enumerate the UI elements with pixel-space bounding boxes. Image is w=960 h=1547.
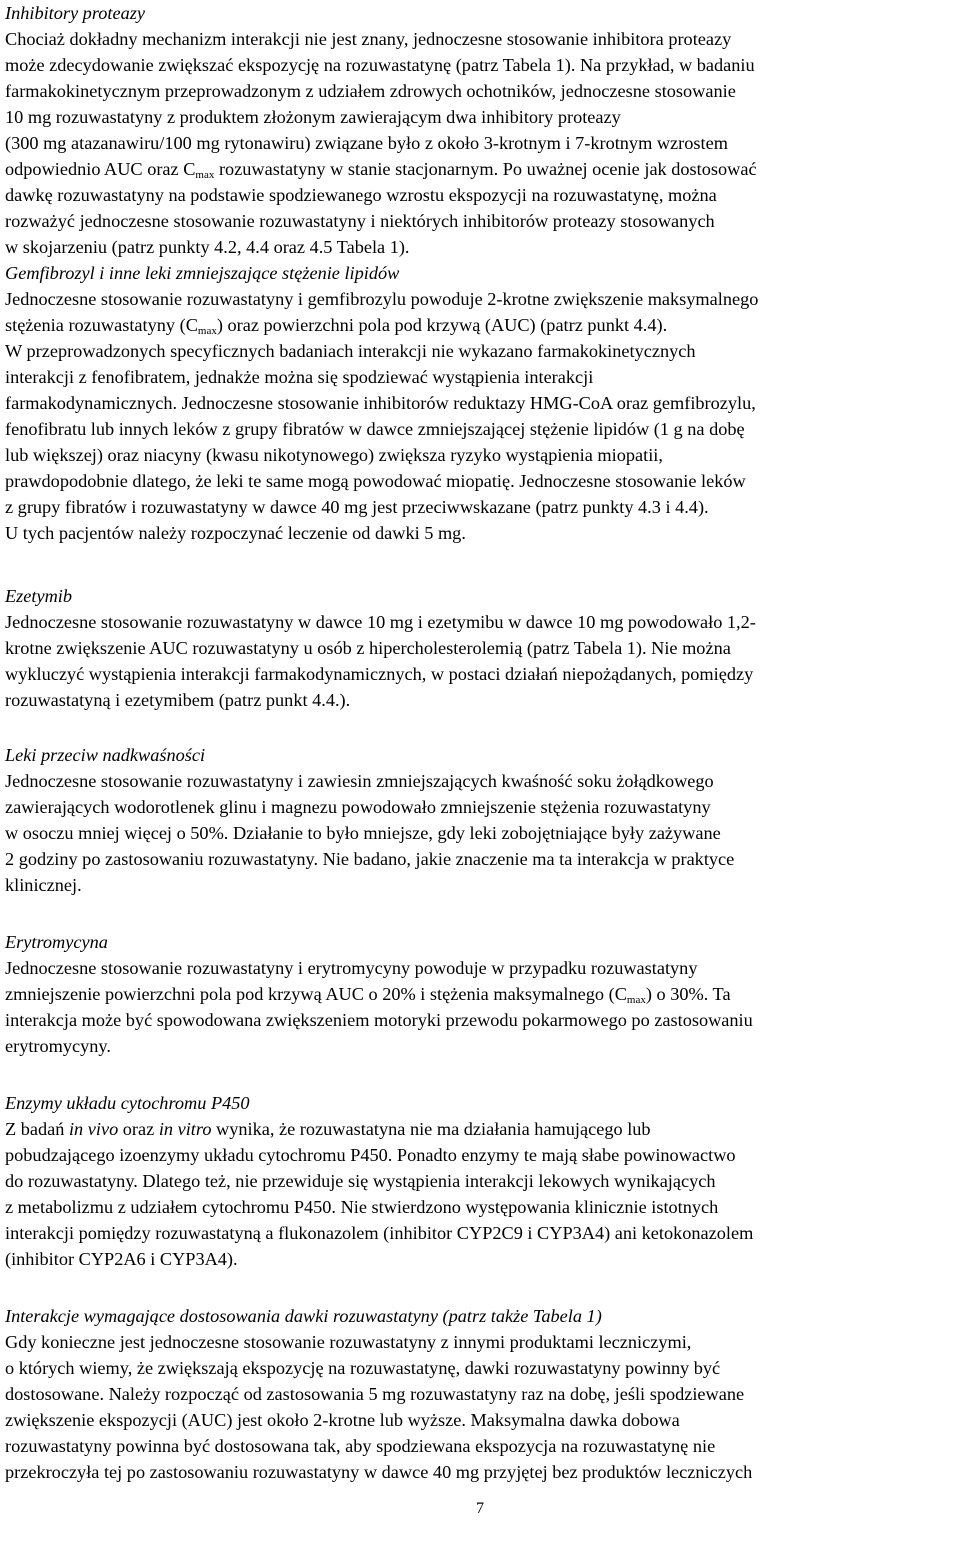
paragraph-line: wykluczyć wystąpienia interakcji farmakodynamicznych, w postaci działań niepożądanych, pomiędzy bbox=[5, 664, 754, 684]
text-run: zmniejszenie powierzchni pola pod krzywą AUC o 20% i stężenia maksymalnego (C bbox=[5, 984, 627, 1004]
paragraph-line: (300 mg atazanawiru/100 mg rytonawiru) związane było z około 3-krotnym i 7-krotnym wzrostem bbox=[5, 133, 728, 153]
text-run: ) o 30%. Ta bbox=[645, 984, 731, 1004]
paragraph-line: w osoczu mniej więcej o 50%. Działanie to było mniejsze, gdy leki zobojętniające były zażywane bbox=[5, 823, 721, 843]
subscript-max: max bbox=[195, 169, 215, 181]
paragraph-line: klinicznej. bbox=[5, 875, 82, 895]
paragraph-line: Gdy konieczne jest jednoczesne stosowanie rozuwastatyny z innymi produktami leczniczymi, bbox=[5, 1332, 692, 1352]
page-number: 7 bbox=[476, 1500, 484, 1517]
paragraph-line: Jednoczesne stosowanie rozuwastatyny i erytromycyny powoduje w przypadku rozuwastatyny bbox=[5, 958, 698, 978]
paragraph-line bbox=[5, 313, 667, 339]
paragraph-line: W przeprowadzonych specyficznych badaniach interakcji nie wykazano farmakokinetycznych bbox=[5, 341, 696, 361]
paragraph-line: interakcji z fenofibratem, jednakże można się spodziewać wystąpienia interakcji bbox=[5, 367, 594, 387]
paragraph-line: rozuwastatyną i ezetymibem (patrz punkt 4.4.). bbox=[5, 690, 351, 710]
text-run: odpowiednio AUC oraz C bbox=[5, 159, 196, 179]
paragraph-line: lub większej) oraz niacyny (kwasu nikotynowego) zwiększa ryzyko wystąpienia miopatii, bbox=[5, 445, 663, 465]
paragraph-line: interakcji pomiędzy rozuwastatyną a flukonazolem (inhibitor CYP2C9 i CYP3A4) ani ketokonazolem bbox=[5, 1223, 754, 1243]
paragraph-line: zawierających wodorotlenek glinu i magnezu powodowało zmniejszenie stężenia rozuwastatyny bbox=[5, 797, 711, 817]
paragraph-line: dawkę rozuwastatyny na podstawie spodziewanego wzrostu ekspozycji na rozuwastatynę, można bbox=[5, 185, 717, 205]
paragraph-line: o których wiemy, że zwiększają ekspozycję na rozuwastatynę, dawki rozuwastatyny powinny być bbox=[5, 1358, 721, 1378]
paragraph-line: zwiększenie ekspozycji (AUC) jest około 2-krotne lub wyższe. Maksymalna dawka dobowa bbox=[5, 1410, 680, 1430]
paragraph-line: może zdecydowanie zwiększać ekspozycję na rozuwastatynę (patrz Tabela 1). Na przykład, w badaniu bbox=[5, 55, 755, 75]
paragraph-line: Chociaż dokładny mechanizm interakcji nie jest znany, jednoczesne stosowanie inhibitora proteazy bbox=[5, 29, 732, 49]
subscript-max: max bbox=[626, 994, 646, 1006]
paragraph-line: krotne zwiększenie AUC rozuwastatyny u osób z hipercholesterolemią (patrz Tabela 1). Nie można bbox=[5, 638, 731, 658]
paragraph-line: 10 mg rozuwastatyny z produktem złożonym zawierającym dwa inhibitory proteazy bbox=[5, 107, 621, 127]
paragraph-line: U tych pacjentów należy rozpoczynać leczenie od dawki 5 mg. bbox=[5, 523, 466, 543]
section-heading-antacids: Leki przeciw nadkwaśności bbox=[5, 745, 206, 765]
text-run: ) oraz powierzchni pola pod krzywą (AUC) (patrz punkt 4.4). bbox=[216, 315, 668, 335]
text-run-italic: in vivo bbox=[68, 1119, 119, 1139]
paragraph-line: pobudzającego izoenzymy układu cytochromu P450. Ponadto enzymy te mają słabe powinowactwo bbox=[5, 1145, 736, 1165]
paragraph-line: w skojarzeniu (patrz punkty 4.2, 4.4 oraz 4.5 Tabela 1). bbox=[5, 237, 410, 257]
paragraph-line: farmakokinetycznym przeprowadzonym z udziałem zdrowych ochotników, jednoczesne stosowanie bbox=[5, 81, 736, 101]
section-heading-erythromycin: Erytromycyna bbox=[5, 932, 108, 952]
text-run: wynika, że rozuwastatyna nie ma działania hamującego lub bbox=[211, 1119, 651, 1139]
paragraph-line: dostosowane. Należy rozpocząć od zastosowania 5 mg rozuwastatyny raz na dobę, jeśli spodziewane bbox=[5, 1384, 745, 1404]
paragraph-line: do rozuwastatyny. Dlatego też, nie przewiduje się wystąpienia interakcji lekowych wynikających bbox=[5, 1171, 716, 1191]
paragraph-line: rozważyć jednoczesne stosowanie rozuwastatyny i niektórych inhibitorów proteazy stosowanych bbox=[5, 211, 715, 231]
section-heading-dose-adjustment: Interakcje wymagające dostosowania dawki rozuwastatyny (patrz także Tabela 1) bbox=[5, 1306, 602, 1326]
paragraph-line: rozuwastatyny powinna być dostosowana tak, aby spodziewana ekspozycja na rozuwastatynę nie bbox=[5, 1436, 716, 1456]
text-run: rozuwastatyny w stanie stacjonarnym. Po uważnej ocenie jak dostosować bbox=[218, 159, 757, 179]
section-heading-cyp450: Enzymy układu cytochromu P450 bbox=[5, 1093, 250, 1113]
section-heading-ezetimibe: Ezetymib bbox=[5, 586, 73, 606]
paragraph-line bbox=[5, 157, 757, 183]
paragraph-line: (inhibitor CYP2A6 i CYP3A4). bbox=[5, 1249, 238, 1269]
paragraph-line bbox=[5, 982, 731, 1008]
section-heading-gemfibrozil: Gemfibrozyl i inne leki zmniejszające stężenie lipidów bbox=[5, 263, 400, 283]
text-run: Z badań bbox=[5, 1119, 69, 1139]
paragraph-line: Jednoczesne stosowanie rozuwastatyny w dawce 10 mg i ezetymibu w dawce 10 mg powodowało 1,2- bbox=[5, 612, 756, 632]
section-heading-protease-inhibitors: Inhibitory proteazy bbox=[5, 3, 145, 23]
text-run: stężenia rozuwastatyny (C bbox=[5, 315, 198, 335]
paragraph-line: przekroczyła tej po zastosowaniu rozuwastatyny w dawce 40 mg przyjętej bez produktów leczniczych bbox=[5, 1462, 753, 1482]
paragraph-line bbox=[5, 1117, 651, 1143]
paragraph-line: Jednoczesne stosowanie rozuwastatyny i gemfibrozylu powoduje 2-krotne zwiększenie maksymalnego bbox=[5, 289, 759, 309]
text-run: oraz bbox=[118, 1119, 159, 1139]
paragraph-line: prawdopodobnie dlatego, że leki te same mogą powodować miopatię. Jednoczesne stosowanie leków bbox=[5, 471, 746, 491]
paragraph-line: fenofibratu lub innych leków z grupy fibratów w dawce zmniejszającej stężenie lipidów (1 g na dobę bbox=[5, 419, 745, 439]
paragraph-line: 2 godziny po zastosowaniu rozuwastatyny. Nie badano, jakie znaczenie ma ta interakcja w praktyce bbox=[5, 849, 735, 869]
paragraph-line: z grupy fibratów i rozuwastatyny w dawce 40 mg jest przeciwwskazane (patrz punkty 4.3 i 4.4). bbox=[5, 497, 709, 517]
subscript-max: max bbox=[197, 325, 217, 337]
paragraph-line: Jednoczesne stosowanie rozuwastatyny i zawiesin zmniejszających kwaśność soku żołądkowego bbox=[5, 771, 714, 791]
paragraph-line: z metabolizmu z udziałem cytochromu P450. Nie stwierdzono występowania klinicznie istotnych bbox=[5, 1197, 719, 1217]
paragraph-line: farmakodynamicznych. Jednoczesne stosowanie inhibitorów reduktazy HMG-CoA oraz gemfibrozylu, bbox=[5, 393, 756, 413]
text-run-italic: in vitro bbox=[158, 1119, 212, 1139]
paragraph-line: interakcja może być spowodowana zwiększeniem motoryki przewodu pokarmowego po zastosowaniu bbox=[5, 1010, 753, 1030]
paragraph-line: erytromycyny. bbox=[5, 1036, 111, 1056]
